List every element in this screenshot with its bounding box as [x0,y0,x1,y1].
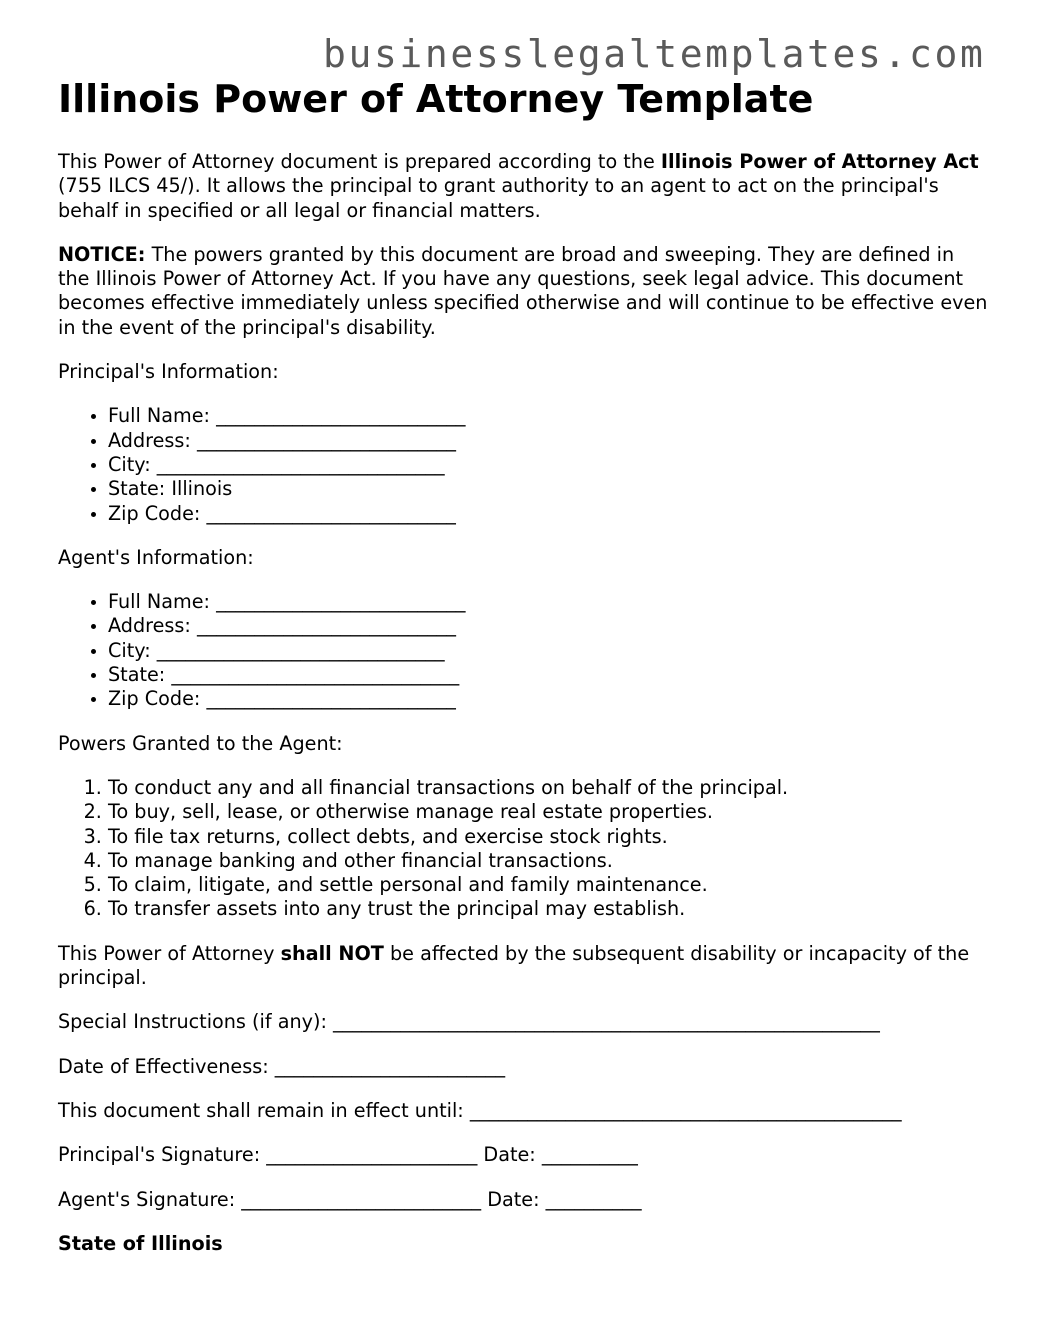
agent-info-list [58,590,988,711]
principal-info-list [58,404,988,525]
notice-text: The powers granted by this document are broad and sweeping. They are defined in the Illinois Power of Attorney Act. If you have any questions, seek legal advice. This document becomes effective immediately unless specified otherwise and will continue to be effective even in the event of the principal's disability. [58,242,988,339]
durable-text-2: be affected by the subsequent disability or incapacity of the principal. [58,941,970,990]
principal-signature-line: Principal's Signature: ______________________ Date: __________ [58,1143,638,1167]
list-item: • Zip Code: __________________________ [108,502,988,526]
state-heading: State of Illinois [58,1231,223,1255]
durable-paragraph [58,942,988,991]
list-item: 5. To claim, litigate, and settle personal and family maintenance. [108,873,988,897]
document-body [58,150,988,1276]
powers-heading: Powers Granted to the Agent: [58,731,343,755]
list-item: • State: ______________________________ [108,663,988,687]
date-of-effectiveness-field: Date of Effectiveness: ________________________ [58,1054,506,1078]
list-item: 2. To buy, sell, lease, or otherwise manage real estate properties. [108,800,988,824]
list-item: • City: ______________________________ [108,453,988,477]
page-title: Illinois Power of Attorney Template [58,77,814,121]
notice-label: NOTICE: [58,242,146,266]
remain-in-effect-field: This document shall remain in effect until: _____________________________________________ [58,1098,902,1122]
intro-text-2: (755 ILCS 45/). It allows the principal to grant authority to an agent to act on the principal's behalf in specified or all legal or financial matters. [58,174,939,222]
list-item: 4. To manage banking and other financial transactions. [108,849,988,873]
list-item: 3. To file tax returns, collect debts, and exercise stock rights. [108,825,988,849]
list-item: • Address: ___________________________ [108,614,988,638]
special-instructions-field: Special Instructions (if any): _________________________________________________________ [58,1010,880,1034]
durable-emphasis: shall NOT [280,941,384,965]
list-item: • City: ______________________________ [108,639,988,663]
watermark: businesslegaltemplates.com [323,32,986,76]
durable-text-1: This Power of Attorney [58,941,281,965]
list-item: • Address: ___________________________ [108,429,988,453]
list-item: • Zip Code: __________________________ [108,687,988,711]
agent-heading: Agent's Information: [58,545,254,569]
intro-text-1: This Power of Attorney document is prepared according to the [58,150,661,173]
list-item: • Full Name: __________________________ [108,404,988,428]
agent-signature-line: Agent's Signature: _________________________ Date: __________ [58,1187,642,1211]
list-item: 1. To conduct any and all financial transactions on behalf of the principal. [108,776,988,800]
list-item: • State: Illinois [108,477,988,501]
intro-act-name: Illinois Power of Attorney Act [660,150,979,173]
powers-list [58,776,988,922]
list-item: • Full Name: __________________________ [108,590,988,614]
list-item: 6. To transfer assets into any trust the principal may establish. [108,897,988,921]
principal-heading: Principal's Information: [58,360,279,384]
notice-paragraph [58,243,988,340]
intro-paragraph [58,150,988,223]
